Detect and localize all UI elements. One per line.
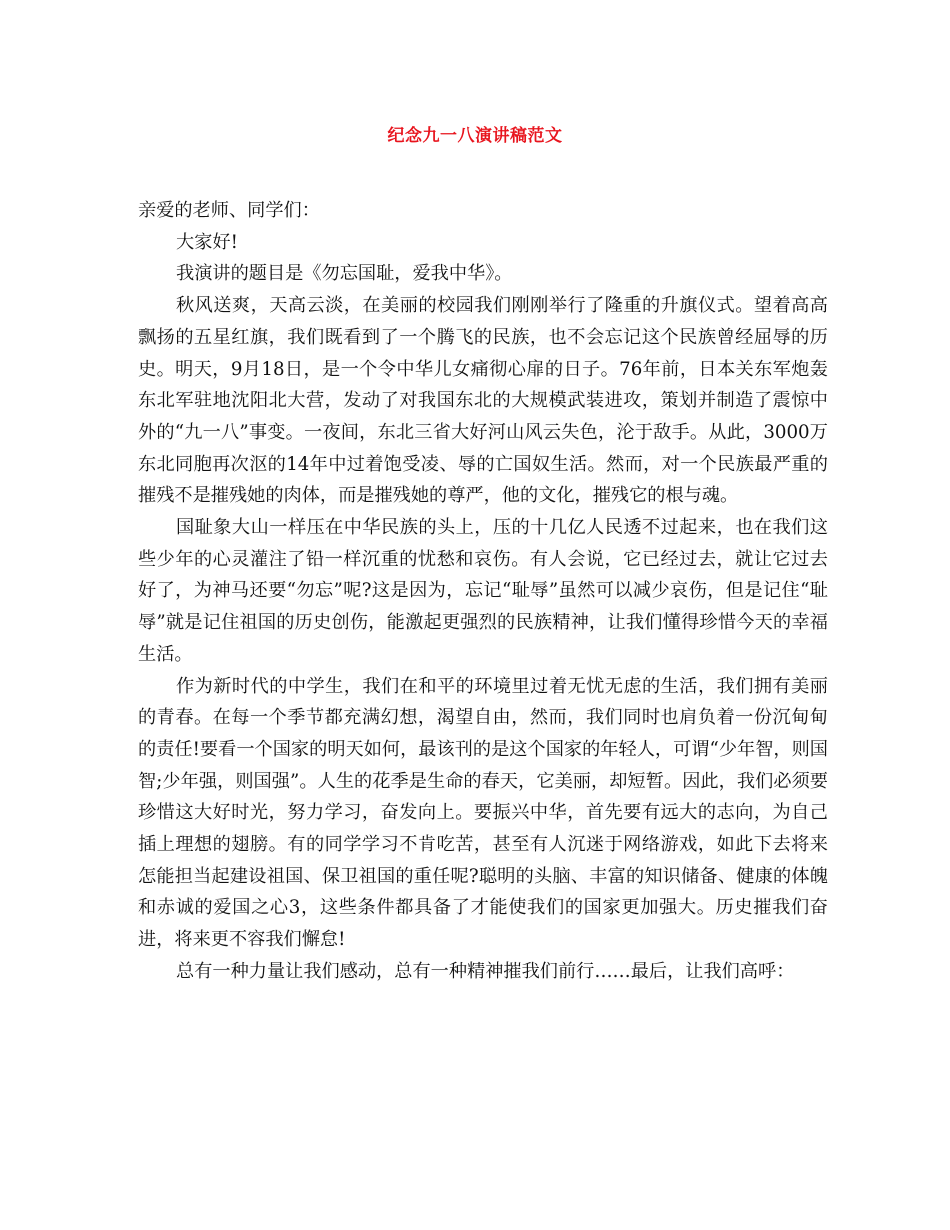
paragraph-history: 秋风送爽，天高云淡，在美丽的校园我们刚刚举行了隆重的升旗仪式。望着高高飘扬的五星红旗，我们既看到了一个腾飞的民族，也不会忘记这个民族曾经屈辱的历史。明天，9月18日，是一个令中华儿女痛彻心扉的日子。76年前，日本关东军炮轰东北军驻地沈阳北大营，发动了对我国东北的大规模武装进攻，策划并制造了震惊中外的“九一八”事变。一夜间，东北三省大好河山风云失色，沦于敌手。从此，3000万东北同胞再次沤的14年中过着饱受凌、辱的亡国奴生活。然而，对一个民族最严重的摧残不是摧残她的肉体，而是摧残她的尊严，他的文化，摧残它的根与魂。 [138, 295, 828, 507]
paragraph-greeting: 大家好! [176, 231, 238, 253]
paragraph-youth-responsibility: 作为新时代的中学生，我们在和平的环境里过着无忧无虑的生活，我们拥有美丽的青春。在每一个季节都充满幻想，渴望自由，然而，我们同时也肩负着一份沉甸甸的责任!要看一个国家的明天如何，最该刊的是这个国家的年轻人，可谓“少年智，则国智;少年强，则国强”。人生的花季是生命的春天，它美丽，却短暂。因此，我们必须要珍惜这大好时光，努力学习，奋发向上。要振兴中华，首先要有远大的志向，为自己插上理想的翅膀。有的同学学习不肯吃苦，甚至有人沉迷于网络游戏，如此下去将来怎能担当起建设祖国、保卫祖国的重任呢?聪明的头脑、丰富的知识储备、健康的体魄和赤诚的爱国之心3，这些条件都具备了才能使我们的国家更加强大。历史摧我们奋进，将来更不容我们懈怠! [138, 675, 828, 951]
document-body [138, 195, 828, 988]
document-title: 纪念九一八演讲稿范文 [387, 126, 563, 146]
paragraph-closing: 总有一种力量让我们感动，总有一种精神摧我们前行……最后，让我们高呼： [176, 960, 795, 982]
salutation: 亲爱的老师、同学们： [138, 200, 320, 221]
paragraph-topic: 我演讲的题目是《勿忘国耻，爱我中华》。 [176, 263, 513, 285]
paragraph-national-humiliation: 国耻象大山一样压在中华民族的头上，压的十几亿人民透不过起来，也在我们这些少年的心灵灌注了铅一样沉重的忧愁和哀伤。有人会说，它已经过去，就让它过去好了，为神马还要“勿忘”呢?这是因为，忘记“耻辱”虽然可以减少哀伤，但是记住“耻辱”就是记住祖国的历史创伤，能激起更强烈的民族精神，让我们懂得珍惜今天的幸福生活。 [138, 517, 828, 665]
